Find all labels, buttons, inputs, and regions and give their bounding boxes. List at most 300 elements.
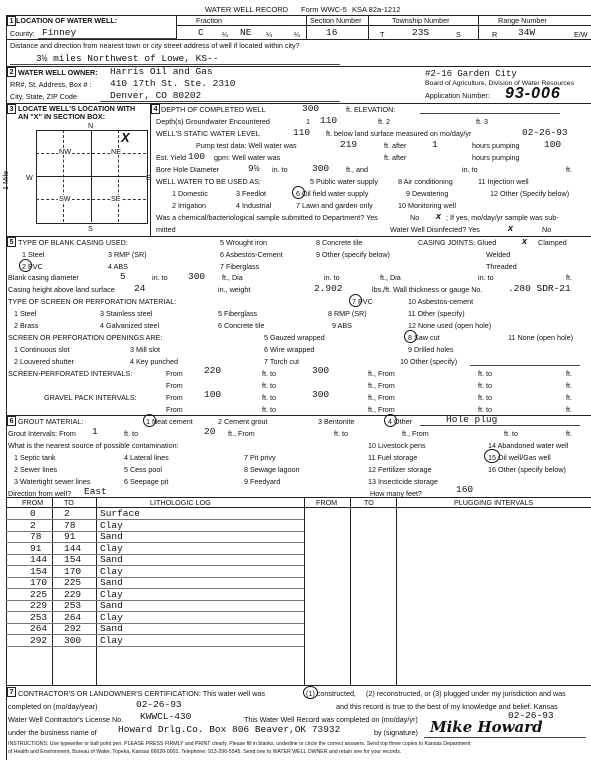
log-to-header: TO <box>64 498 74 507</box>
yield-hours-label: hours pumping <box>472 153 520 162</box>
screen-material-label: TYPE OF SCREEN OR PERFORATION MATERIAL: <box>8 297 177 306</box>
gpi-to-label: ft. to <box>262 393 276 402</box>
joints-label: CASING JOINTS: Glued <box>418 238 497 247</box>
plug-from-header: FROM <box>316 498 338 507</box>
yield-rest: gpm: Well water was <box>214 153 281 162</box>
screen-4[interactable]: 4 Galvanized steel <box>100 321 160 330</box>
contam-15-circle <box>484 449 500 463</box>
screen-11[interactable]: 11 Other (specify) <box>408 309 465 318</box>
contam-11[interactable]: 11 Fuel storage <box>368 453 418 462</box>
log-row-to: 253 <box>64 600 82 611</box>
direction-value: East <box>84 486 107 497</box>
pump-gpm: 100 <box>544 139 562 150</box>
record-completed-value: 02-26-93 <box>508 710 554 721</box>
wall-value: .280 SDR-21 <box>508 283 571 294</box>
grout-label: GROUT MATERIAL: <box>18 417 84 426</box>
grout-2[interactable]: 2 Cement grout <box>218 417 268 426</box>
weight-label: in., weight <box>218 285 251 294</box>
distance-label: Distance and direction from nearest town or city street address of well if located within city? <box>10 41 300 50</box>
spi-to-value: 300 <box>312 365 330 376</box>
spi2-ft: ft. <box>566 381 572 390</box>
log-row-rule <box>6 634 304 635</box>
contam-5[interactable]: 5 Cess pool <box>124 465 162 474</box>
completed-value: 02-26-93 <box>136 699 182 710</box>
screen-6[interactable]: 6 Concrete tile <box>218 321 265 330</box>
log-row-lithology: Sand <box>100 531 123 542</box>
log-row-to: 2 <box>64 508 70 519</box>
pump-hours: 1 <box>432 139 438 150</box>
form-title: WATER WELL RECORD <box>205 5 289 14</box>
log-row-to: 154 <box>64 554 82 565</box>
log-row-from: 0 <box>30 508 36 519</box>
use-5[interactable]: 5 Public water supply <box>310 177 378 186</box>
grout-1-circle <box>143 414 156 427</box>
use-1[interactable]: 1 Domestic <box>172 189 208 198</box>
plug-to-header: TO <box>364 498 374 507</box>
grout-4[interactable]: 4 Other <box>388 417 412 426</box>
chemical-rest: ; If yes, mo/day/yr sample was sub- <box>446 213 559 222</box>
blank-in-to-3: in. to <box>478 273 494 282</box>
application-label: Application Number: <box>425 91 490 100</box>
spi-ft-from: ft., From <box>368 369 395 378</box>
blank-diameter-value: 5 <box>120 271 126 282</box>
log-row-lithology: Clay <box>100 634 123 646</box>
gravel-intervals-label: GRAVEL PACK INTERVALS: <box>44 393 137 402</box>
log-row-rule <box>6 611 304 612</box>
spi-ft: ft. <box>566 369 572 378</box>
elevation-label: ft. ELEVATION: <box>346 105 396 114</box>
casing-2-circle <box>19 259 32 272</box>
casing-9[interactable]: 9 Other (specify below) <box>316 250 390 259</box>
opening-3[interactable]: 3 Mill slot <box>130 345 160 354</box>
log-row-from: 264 <box>30 623 48 634</box>
bore-label: Bore Hole Diameter <box>156 165 220 174</box>
log-row-lithology: Clay <box>100 588 123 600</box>
log-row-to: 91 <box>64 531 76 542</box>
static-date: 02-26-93 <box>522 127 568 138</box>
threaded-label: Threaded <box>486 262 517 271</box>
blank-dia-label: ft., Dia <box>222 273 243 282</box>
business-value: Howard Drlg.Co. Box 806 Beaver,OK 73932 <box>118 724 341 735</box>
bore-in-to-2: in. to <box>462 165 478 174</box>
compass-s: S <box>88 224 93 233</box>
section-1-number: 1 <box>7 16 16 26</box>
contam-13[interactable]: 13 Insecticide storage <box>368 477 438 486</box>
constructed-circle <box>303 686 318 699</box>
contam-10[interactable]: 10 Livestock pens <box>368 441 426 450</box>
constructed-option[interactable]: (1) constructed, <box>306 689 356 698</box>
certification-rest: (2) reconstructed, or (3) plugged under my jurisdiction and was <box>366 689 566 698</box>
screen-12[interactable]: 12 None used (open hole) <box>408 321 492 330</box>
log-row-from: 225 <box>30 588 48 600</box>
static-value: 110 <box>293 127 311 138</box>
log-row-from: 229 <box>30 600 48 611</box>
locate-label-2: AN "X" IN SECTION BOX: <box>18 112 106 121</box>
log-row-lithology: Sand <box>100 554 123 565</box>
bore-to-value: 300 <box>312 163 330 174</box>
address-value: 410 17th St. Ste. 2310 <box>110 78 236 89</box>
weight-value: 2.902 <box>314 283 343 294</box>
opening-1[interactable]: 1 Continuous slot <box>14 345 70 354</box>
casing-2[interactable]: 2 PVC <box>22 262 43 271</box>
clamped-label: Clamped <box>538 238 567 247</box>
log-row-to: 292 <box>64 623 82 634</box>
casing-5[interactable]: 5 Wrought iron <box>220 238 268 247</box>
contam-1[interactable]: 1 Septic tank <box>14 453 56 462</box>
opening-9[interactable]: 9 Drilled holes <box>408 345 454 354</box>
township-label: Township Number <box>392 16 450 25</box>
casing-height-value: 24 <box>134 283 146 294</box>
use-2[interactable]: 2 Irrigation <box>172 201 206 210</box>
contam-4[interactable]: 4 Lateral lines <box>124 453 169 462</box>
use-12[interactable]: 12 Other (Specify below) <box>490 189 570 198</box>
groundwater-3-label: ft. 3 <box>476 117 488 126</box>
completed-label: completed on (mo/day/year) <box>8 702 98 711</box>
log-row-from: 253 <box>30 611 48 623</box>
disinfect-label: Water Well Disinfected? Yes <box>390 225 480 234</box>
contam-9[interactable]: 9 Feedyard <box>244 477 281 486</box>
grout-other-value: Hole plug <box>446 414 498 425</box>
log-row-rule <box>6 623 304 624</box>
grout-3[interactable]: 3 Bentonite <box>318 417 355 426</box>
log-row-to: 144 <box>64 542 82 554</box>
pump-feet: 219 <box>340 139 358 150</box>
quadrant-ne: NE <box>111 147 121 156</box>
log-row-rule <box>6 577 304 578</box>
quadrant-nw: NW <box>59 147 71 156</box>
pump-label: Pump test data: Well water was <box>196 141 297 150</box>
spi-from-value: 220 <box>204 365 222 376</box>
grout-ft-from: ft., From <box>228 429 255 438</box>
log-row-rule <box>6 531 304 532</box>
static-label: WELL'S STATIC WATER LEVEL <box>156 129 260 138</box>
compass-e: E <box>146 173 151 182</box>
log-row-from: 170 <box>30 577 48 588</box>
log-row-rule <box>6 542 304 543</box>
opening-11[interactable]: 11 None (open hole) <box>508 333 573 342</box>
quarter-1: ¼ <box>222 30 228 39</box>
howmany-label: How many feet? <box>370 489 422 498</box>
groundwater-2-label: ft. 2 <box>378 117 390 126</box>
gpi2-ft: ft. <box>566 405 572 414</box>
spi2-to-label: ft. to <box>262 381 276 390</box>
section-number-value: 16 <box>326 27 338 38</box>
contam-3[interactable]: 3 Watertight sewer lines <box>14 477 91 486</box>
casing-3[interactable]: 3 RMP (SR) <box>108 250 147 259</box>
plugging-header: PLUGGING INTERVALS <box>454 498 534 507</box>
blank-in-to-2: in. to <box>324 273 340 282</box>
township-value: 23S <box>412 27 430 38</box>
license-label: Water Well Contractor's License No. <box>8 715 124 724</box>
use-11[interactable]: 11 Injection well <box>478 177 529 186</box>
contam-7[interactable]: 7 Pit privy <box>244 453 276 462</box>
owner-value: Harris Oil and Gas <box>110 66 213 77</box>
screen-2[interactable]: 2 Brass <box>14 321 39 330</box>
log-row-lithology: Surface <box>100 508 140 519</box>
contam-14[interactable]: 14 Abandoned water well <box>488 441 569 450</box>
log-row-to: 264 <box>64 611 82 623</box>
screen-10[interactable]: 10 Asbestos-cement <box>408 297 474 306</box>
openings-label: SCREEN OR PERFORATION OPENINGS ARE: <box>8 333 163 342</box>
signature-label: by (signature) <box>374 728 418 737</box>
grout-intervals-label: Grout Intervals: From <box>8 429 76 438</box>
instructions-line-1: INSTRUCTIONS: Use typewriter or ball point pen. PLEASE PRESS FIRMLY and PRINT clearly. Please fill in blanks, underline or circle the correct answers. Send top three copies to Kansas Department <box>8 741 471 747</box>
use-7[interactable]: 7 Lawn and garden only <box>296 201 373 210</box>
contamination-label: What is the nearest source of possible contamination: <box>8 441 179 450</box>
gpi-ft: ft. <box>566 393 572 402</box>
screen-5[interactable]: 5 Fiberglass <box>218 309 258 318</box>
quadrant-se: SE <box>111 194 121 203</box>
license-value: KWWCL-430 <box>140 711 192 722</box>
record-completed-label: This Water Well Record was completed on (mo/day/yr) <box>244 715 418 724</box>
garden-city: #2-16 Garden City <box>425 69 517 79</box>
screen-9[interactable]: 9 ABS <box>332 321 352 330</box>
grout-from-value: 1 <box>92 426 98 437</box>
casing-label: TYPE OF BLANK CASING USED: <box>18 238 128 247</box>
log-row-lithology: Clay <box>100 542 123 554</box>
gpi2-from-label: From <box>166 405 183 414</box>
log-row-lithology: Clay <box>100 519 123 531</box>
section-number-label: Section Number <box>310 16 362 25</box>
opening-2[interactable]: 2 Louvered shutter <box>14 357 74 366</box>
chemical-question: Was a chemical/bacteriological sample submitted to Department? Yes <box>156 213 378 222</box>
opening-8[interactable]: 8 Saw cut <box>408 333 440 342</box>
grout-to-label: ft. to <box>124 429 138 438</box>
yield-after: ft. after <box>384 153 407 162</box>
opening-8-circle <box>404 330 417 343</box>
log-row-rule <box>6 565 304 566</box>
county-value: Finney <box>42 27 77 38</box>
contam-2[interactable]: 2 Sewer lines <box>14 465 58 474</box>
gpi2-to-label: ft. to <box>262 405 276 414</box>
log-row-lithology: Clay <box>100 611 123 623</box>
section-6-number: 6 <box>7 416 16 426</box>
gpi-to-value: 300 <box>312 389 330 400</box>
gpi-to-label-2: ft. to <box>478 393 492 402</box>
grout-ft: ft. <box>566 429 572 438</box>
static-rest: ft. below land surface measured on mo/day/yr <box>326 129 472 138</box>
groundwater-1-num: 1 <box>306 117 310 126</box>
spi-to-label: ft. to <box>262 369 276 378</box>
location-label: LOCATION OF WATER WELL: <box>16 16 118 25</box>
completed-rest: and this record is true to the best of my knowledge and belief. Kansas <box>336 702 558 711</box>
application-number: 93-006 <box>505 85 561 102</box>
grout-4-circle <box>384 414 397 427</box>
glued-mark: x <box>522 236 528 246</box>
spi-to-label-2: ft. to <box>478 369 492 378</box>
distance-value: 3½ miles Northwest of Lowe, KS-- <box>36 53 219 64</box>
fraction-1: C <box>198 27 204 38</box>
use-label: WELL WATER TO BE USED AS: <box>156 177 261 186</box>
opening-5[interactable]: 5 Gauzed wrapped <box>264 333 325 342</box>
screen-7[interactable]: 7 PVC <box>352 297 373 306</box>
city-label: City, State, ZIP Code <box>10 92 77 101</box>
casing-8[interactable]: 8 Concrete tile <box>316 238 363 247</box>
pump-hours-label: hours pumping <box>472 141 520 150</box>
log-from-header: FROM <box>22 498 44 507</box>
opening-4[interactable]: 4 Key punched <box>130 357 178 366</box>
chemical-no: No <box>410 213 420 222</box>
blank-dia-label-2: ft., Dia <box>380 273 401 282</box>
opening-6[interactable]: 6 Wire wrapped <box>264 345 315 354</box>
log-row-from: 78 <box>30 531 42 542</box>
opening-10[interactable]: 10 Other (specify) <box>400 357 458 366</box>
township-prefix: T <box>380 30 385 39</box>
use-3[interactable]: 3 Feedlot <box>236 189 266 198</box>
groundwater-label: Depth(s) Groundwater Encountered <box>156 117 270 126</box>
business-label: under the business name of <box>8 728 97 737</box>
log-row-lithology: Sand <box>100 577 123 588</box>
mile-label: 1 Mile <box>1 170 10 190</box>
log-row-from: 2 <box>30 519 36 531</box>
section-4-number: 4 <box>151 104 160 114</box>
township-suffix: S <box>456 30 461 39</box>
fraction-label: Fraction <box>196 16 222 25</box>
casing-height-label: Casing height above land surface <box>8 285 115 294</box>
locate-label-1: LOCATE WELL'S LOCATION WITH <box>18 104 136 113</box>
log-row-lithology: Sand <box>100 623 123 634</box>
instructions-line-2: of Health and Environment, Bureau of Water, Topeka, Kansas 66620-0001. Telephone: 913-296-5545. Send one to WATER WELL OWNER and retain one for your records. <box>8 749 402 755</box>
contam-15[interactable]: 15 Oil well/Gas well <box>488 453 551 462</box>
casing-6[interactable]: 6 Asbestos-Cement <box>220 250 283 259</box>
chemical-no-mark: x <box>436 211 442 221</box>
range-value: 34W <box>518 27 536 38</box>
quadrant-sw: SW <box>59 194 71 203</box>
quarter-2: ¼ <box>266 30 272 39</box>
spi2-to-label-2: ft. to <box>478 381 492 390</box>
groundwater-1-value: 110 <box>320 115 338 126</box>
log-row-from: 292 <box>30 634 48 646</box>
grout-to-label-3: ft. to <box>504 429 518 438</box>
owner-label: WATER WELL OWNER: <box>18 68 98 77</box>
casing-7[interactable]: 7 Fiberglass <box>220 262 260 271</box>
direction-label: Direction from well? <box>8 489 72 498</box>
contam-16[interactable]: 16 Other (specify below) <box>488 465 566 474</box>
spi-from-label: From <box>166 369 183 378</box>
mitted-label: mitted <box>156 225 176 234</box>
bore-in-to: in. to <box>272 165 288 174</box>
section-box <box>36 130 148 224</box>
county-label: County: <box>10 29 35 38</box>
certification-label: CONTRACTOR'S OR LANDOWNER'S CERTIFICATION: This water well was <box>18 689 266 698</box>
bore-ft: ft. <box>566 165 572 174</box>
grout-to-label-2: ft. to <box>334 429 348 438</box>
section-7-number: 7 <box>7 687 16 697</box>
blank-diameter-label: Blank casing diameter <box>8 273 79 282</box>
compass-n: N <box>88 121 94 130</box>
log-row-to: 300 <box>64 634 82 646</box>
form-number: Form WWC-5 <box>301 5 347 14</box>
grout-ft-from-2: ft., From <box>402 429 429 438</box>
range-label: Range Number <box>498 16 547 25</box>
signature: Mike Howard <box>430 718 543 736</box>
use-8[interactable]: 8 Air conditioning <box>398 177 453 186</box>
use-6-circle <box>292 186 305 199</box>
grout-to-value: 20 <box>204 426 216 437</box>
log-lithology-header: LITHOLOGIC LOG <box>150 498 211 507</box>
contam-8[interactable]: 8 Sewage lagoon <box>244 465 300 474</box>
spi2-ft-from: ft., From <box>368 381 395 390</box>
yield-value: 100 <box>188 151 206 162</box>
log-row-to: 170 <box>64 565 82 577</box>
gpi-from-value: 100 <box>204 389 222 400</box>
howmany-value: 160 <box>456 484 474 495</box>
fraction-2: NE <box>240 27 252 38</box>
blank-in-to: in. to <box>152 273 168 282</box>
log-row-to: 78 <box>64 519 76 531</box>
log-row-rule <box>6 646 304 647</box>
depth-label: DEPTH OF COMPLETED WELL <box>161 105 266 114</box>
disinfect-yes-mark: x <box>508 223 514 233</box>
contam-6[interactable]: 6 Seepage pit <box>124 477 169 486</box>
city-value: Denver, CO 80202 <box>110 90 202 101</box>
quarter-3: ¼ <box>294 30 300 39</box>
blank-ft: ft. <box>566 273 572 282</box>
board-label: Board of Agriculture, Division of Water Resources <box>425 80 574 87</box>
bore-ft-and: ft., and <box>346 165 368 174</box>
opening-7[interactable]: 7 Torch cut <box>264 357 300 366</box>
log-row-rule <box>6 588 304 589</box>
use-4[interactable]: 4 Industrial <box>236 201 272 210</box>
compass-w: W <box>26 173 33 182</box>
log-row-rule <box>6 554 304 555</box>
depth-value: 300 <box>302 103 320 114</box>
disinfect-no: No <box>542 225 552 234</box>
log-row-from: 144 <box>30 554 48 565</box>
screen-8[interactable]: 8 RMP (SR) <box>328 309 367 318</box>
gpi-from-label: From <box>166 393 183 402</box>
spi2-from-label: From <box>166 381 183 390</box>
section-3-number: 3 <box>7 104 16 114</box>
gpi2-ft-from: ft., From <box>368 405 395 414</box>
range-prefix: R <box>492 30 498 39</box>
pump-after: ft. after <box>384 141 407 150</box>
bore-value: 9½ <box>248 163 260 174</box>
log-row-lithology: Clay <box>100 565 123 577</box>
section-2-number: 2 <box>7 67 16 77</box>
well-location-mark: X <box>121 130 130 145</box>
log-row-from: 91 <box>30 542 42 554</box>
screen-1[interactable]: 1 Steel <box>14 309 37 318</box>
grout-1[interactable]: 1 Neat cement <box>146 417 193 426</box>
contam-12[interactable]: 12 Fertilizer storage <box>368 465 432 474</box>
blank-to-value: 300 <box>188 271 206 282</box>
gpi-ft-from: ft., From <box>368 393 395 402</box>
section-5-number: 5 <box>7 237 16 247</box>
gpi2-to-label-2: ft. to <box>478 405 492 414</box>
log-row-rule <box>6 600 304 601</box>
screen-intervals-label: SCREEN-PERFORATED INTERVALS: <box>8 369 133 378</box>
casing-1[interactable]: 1 Steel <box>22 250 45 259</box>
use-6[interactable]: 6 Oil field water supply <box>296 189 369 198</box>
welded-label: Welded <box>486 250 511 259</box>
log-row-to: 225 <box>64 577 82 588</box>
casing-4[interactable]: 4 ABS <box>108 262 128 271</box>
log-row-to: 229 <box>64 588 82 600</box>
log-row-lithology: Sand <box>100 600 123 611</box>
yield-label: Est. Yield <box>156 153 186 162</box>
use-9[interactable]: 9 Dewatering <box>406 189 449 198</box>
log-row-from: 154 <box>30 565 48 577</box>
log-row-rule <box>6 519 304 520</box>
address-label: RR#, St. Address, Box # : <box>10 80 92 89</box>
screen-7-circle <box>349 294 362 307</box>
wall-label: lbs./ft. Wall thickness or gauge No. <box>372 285 483 294</box>
range-suffix: E/W <box>574 30 588 39</box>
screen-3[interactable]: 3 Stainless steel <box>100 309 153 318</box>
form-ksa: KSA 82a-1212 <box>352 5 401 14</box>
use-10[interactable]: 10 Monitoring well <box>398 201 456 210</box>
